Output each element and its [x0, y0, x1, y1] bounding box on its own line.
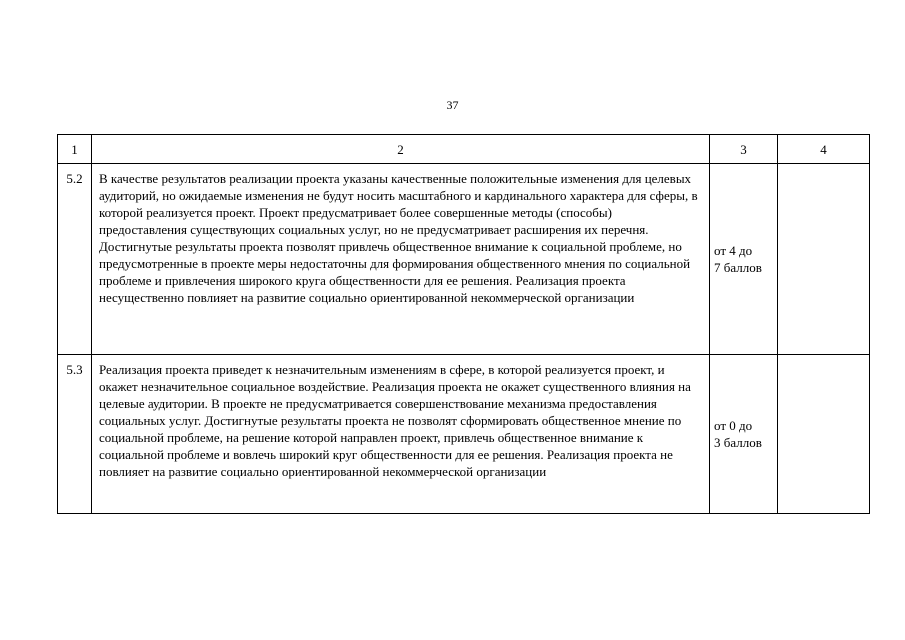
- row-score: [710, 164, 778, 355]
- row-description: [92, 164, 710, 355]
- score-range-from: от 4 до: [714, 243, 753, 258]
- score-range-from: от 0 до: [714, 418, 753, 433]
- table-row: [58, 164, 870, 355]
- criteria-table: [57, 134, 870, 514]
- header-col-2: 2: [92, 135, 710, 164]
- row-col4-empty: [778, 164, 870, 355]
- header-col-3: 3: [710, 135, 778, 164]
- header-col-4: 4: [778, 135, 870, 164]
- row-number: 5.2: [58, 164, 92, 355]
- description-paragraph: В качестве результатов реализации проекта указаны качественные положительные изменения для целевых аудиторий, но ожидаемые изменения не будут носить масштабного и кардинального характера для сферы, в которой реализуется проект. Проект предусматривает более совершенные методы (способы) предоставления существующих социальных услуг, но не предусматривает расширения их перечня.: [99, 171, 698, 237]
- page-number: 37: [446, 98, 459, 112]
- table-row: [58, 355, 870, 514]
- description-paragraph: Достигнутые результаты проекта позволят привлечь общественное внимание к социальной проблеме, но предусмотренные в проекте меры недостаточны для формирования общественного мнения по социальной проблеме и привлечения широкого круга общественности для ее решения. Реализация проекта несущественно повлияет на развитие социально ориентированной некоммерческой организации: [99, 239, 691, 305]
- row-score: [710, 355, 778, 514]
- row-number: 5.3: [58, 355, 92, 514]
- score-range-to: 7 баллов: [714, 260, 762, 275]
- row-description: [92, 355, 710, 514]
- header-col-1: 1: [58, 135, 92, 164]
- description-paragraph: Реализация проекта приведет к незначительным изменениям в сфере, в которой реализуется проект, и окажет незначительное социальное воздействие. Реализация проекта не окажет существенного влияния на целевые аудитории. В проекте не предусматривается совершенствование механизма предоставления социальных услуг. Достигнутые результаты проекта не позволят сформировать общественное мнение по социальной проблеме, на решение которой направлен проект, привлечь общественное внимание к социальной проблеме и вовлечь широкий круг общественности для ее решения. Реализация проекта не повлияет на развитие социально ориентированной некоммерческой организации: [99, 362, 691, 479]
- score-range-to: 3 баллов: [714, 435, 762, 450]
- row-col4-empty: [778, 355, 870, 514]
- table-header-row: [58, 135, 870, 164]
